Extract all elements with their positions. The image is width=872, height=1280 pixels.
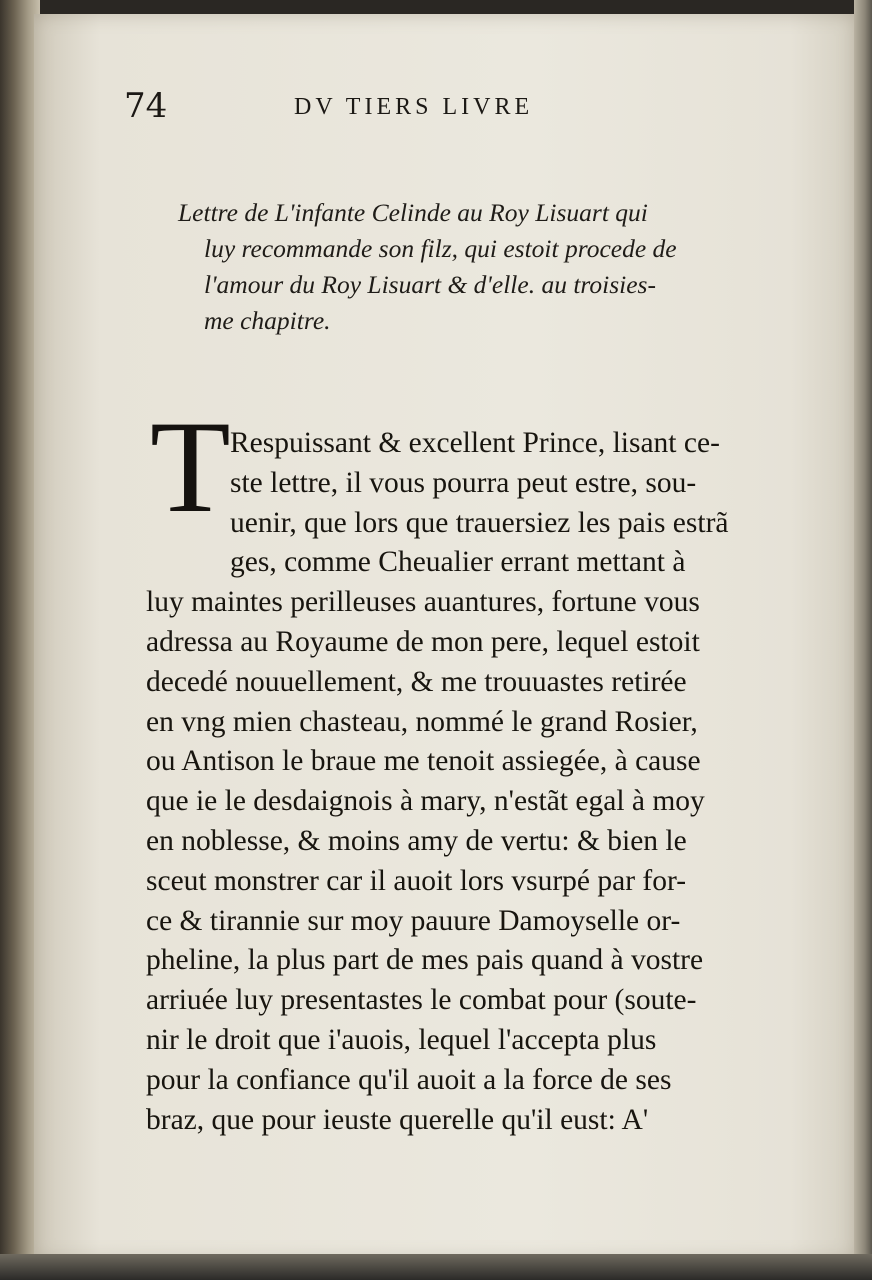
body-line: pheline, la plus part de mes pais quand à vostre xyxy=(146,944,704,977)
body-line: que ie le desdaignois à mary, n'estãt egal à moy xyxy=(146,785,705,818)
body-line: adressa au Royaume de mon pere, lequel estoit xyxy=(146,625,700,658)
body-line: nir le droit que i'auois, lequel l'accepta plus xyxy=(146,1023,657,1056)
body-line: pour la confiance qu'il auoit a la force de ses xyxy=(146,1063,672,1096)
body-line: Respuissant & excellent Prince, lisant ce- xyxy=(230,427,720,459)
caption-line: l'amour du Roy Lisuart & d'elle. au troisies- xyxy=(204,270,656,299)
body-line: sceut monstrer car il auoit lors vsurpé par for- xyxy=(146,864,687,897)
body-line: braz, que pour ieuste querelle qu'il eust: A' xyxy=(146,1103,649,1136)
body-line: en noblesse, & moins amy de vertu: & bien le xyxy=(146,824,687,857)
caption-line: me chapitre. xyxy=(204,306,331,335)
body-line: ou Antison le braue me tenoit assiegée, à cause xyxy=(146,745,701,778)
book-bottom-edge xyxy=(0,1254,872,1280)
body-line: ce & tirannie sur moy pauure Damoyselle or- xyxy=(146,904,681,937)
running-head: DV TIERS LIVRE xyxy=(294,94,534,120)
page-stack-edge xyxy=(854,0,872,1280)
body-line: en vng mien chasteau, nommé le grand Rosier, xyxy=(146,705,698,738)
chapter-caption xyxy=(178,195,778,339)
caption-line: luy recommande son filz, qui estoit procede de xyxy=(204,234,677,263)
page-header xyxy=(124,82,644,132)
page-number: 74 xyxy=(124,86,168,126)
body-line: ges, comme Cheualier errant mettant à xyxy=(230,546,686,579)
body-line: ste lettre, il vous pourra peut estre, sou- xyxy=(230,466,697,499)
body-line: luy maintes perilleuses auantures, fortune vous xyxy=(146,586,700,619)
body-line: decedé nouuellement, & me trouuastes retirée xyxy=(146,665,687,698)
letter-body xyxy=(146,424,776,1140)
caption-line: Lettre de L'infante Celinde au Roy Lisuart qui xyxy=(178,198,648,227)
body-line: arriuée luy presentastes le combat pour (soute- xyxy=(146,984,697,1017)
drop-cap-initial: T xyxy=(150,393,231,540)
body-line: uenir, que lors que trauersiez les pais estrã xyxy=(230,506,729,539)
